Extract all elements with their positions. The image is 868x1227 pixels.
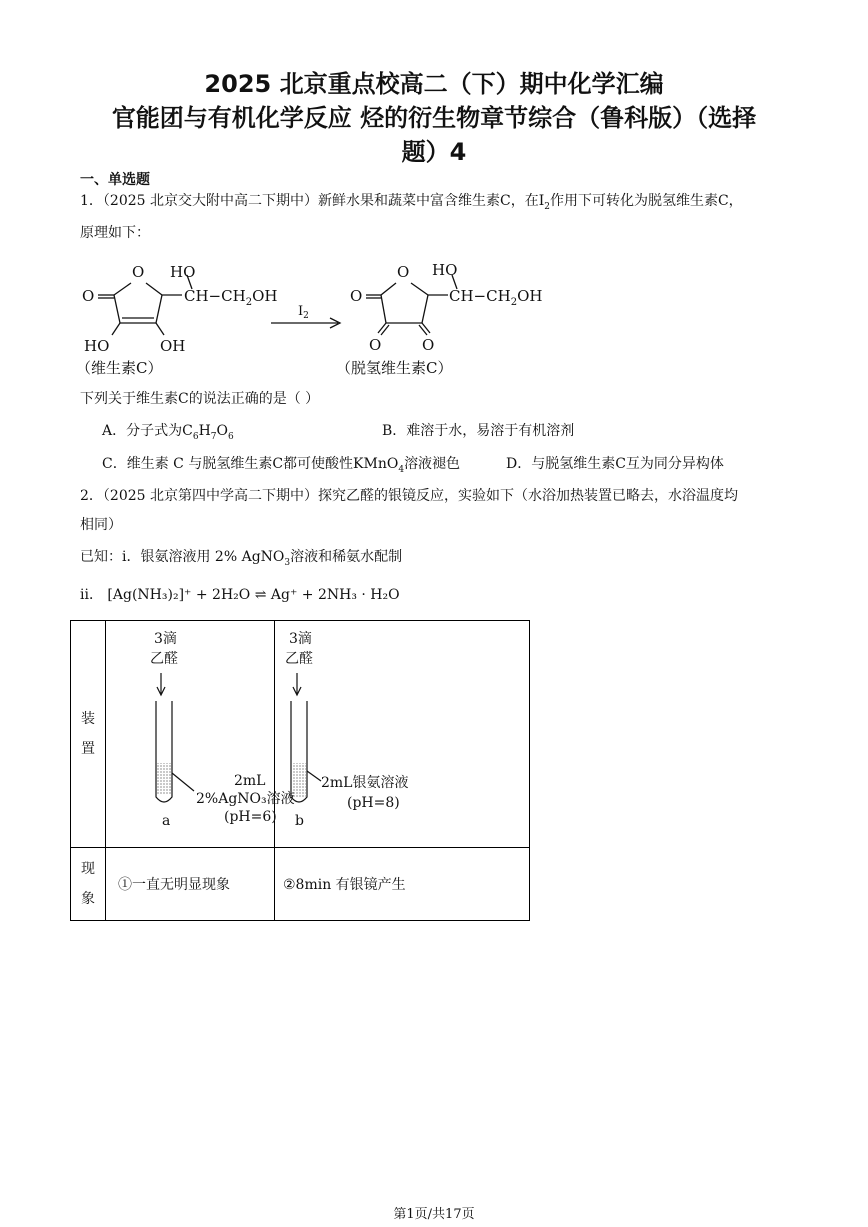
title-line-3: 题）4 xyxy=(401,138,467,166)
svg-text:2mL: 2mL xyxy=(234,773,266,789)
svg-text:2mL银氨溶液: 2mL银氨溶液 xyxy=(321,775,409,791)
o-keto-2: O xyxy=(422,336,435,354)
side-chain-left: $CH-CH_2OH$ xyxy=(184,287,278,308)
q2-stem-line2: 相同） xyxy=(80,517,122,533)
option-a[interactable]: A．分子式为$C_6H_7O_6$ xyxy=(102,423,234,442)
o-exo-left: O xyxy=(82,287,95,305)
q1-stem-a: 1．（2025 北京交大附中高二下期中）新鲜水果和蔬菜中富含维生素C，在I xyxy=(80,193,545,209)
label-dehydro-vitamin-c: （脱氢维生素C） xyxy=(336,359,453,377)
q2-stem-line1: 2．（2025 北京第四中学高二下期中）探究乙醛的银镜反应，实验如下（水浴加热装置已略去，水浴温度均 xyxy=(80,488,738,504)
ho-top-right: HO xyxy=(432,261,458,279)
q1-prompt: 下列关于维生素C的说法正确的是（ ） xyxy=(80,391,320,407)
label-vitamin-c: （维生素C） xyxy=(76,359,163,377)
svg-text:2%AgNO₃溶液: 2%AgNO₃溶液 xyxy=(196,791,295,807)
page-footer: 第1页/共17页 xyxy=(393,1207,475,1222)
svg-text:3滴: 3滴 xyxy=(154,631,177,647)
title-line-1: 2025 北京重点校高二（下）期中化学汇编 xyxy=(204,70,664,98)
experiment-table xyxy=(70,620,530,921)
observation-b: ②8min 有银镜产生 xyxy=(275,848,530,921)
o-ring-left: O xyxy=(132,263,145,281)
row-label-apparatus: 装 置 xyxy=(71,621,106,848)
svg-text:(pH=8): (pH=8) xyxy=(347,795,400,811)
known-i: 已知：i．银氨溶液用 2% AgNO$_3$溶液和稀氨水配制 xyxy=(80,549,403,568)
q1-stem-b: 作用下可转化为脱氢维生素C， xyxy=(549,193,743,209)
section-heading: 一、单选题 xyxy=(80,172,150,188)
apparatus-b xyxy=(275,621,530,848)
test-tube-a-diagram xyxy=(106,621,295,843)
option-b[interactable]: B．难溶于水，易溶于有机溶剂 xyxy=(382,423,575,439)
q1-stem xyxy=(80,191,743,217)
known-ii: ii． [Ag(NH₃)₂]⁺ + 2H₂O ⇌ Ag⁺ + 2NH₃ · H₂O xyxy=(80,587,400,603)
svg-text:a: a xyxy=(162,813,171,829)
q1-stem-line2: 原理如下： xyxy=(80,225,150,241)
q1-stem-sub: 2 xyxy=(544,201,550,212)
oh-bottom: OH xyxy=(160,337,186,355)
svg-text:b: b xyxy=(295,813,304,829)
reaction-scheme xyxy=(76,255,556,385)
reagent-i2: $I_2$ xyxy=(298,304,309,321)
o-keto-1: O xyxy=(369,336,382,354)
option-c[interactable]: C．维生素 C 与脱氢维生素C都可使酸性KMnO$_4$溶液褪色 xyxy=(102,456,461,475)
ho-top-left: HO xyxy=(170,263,196,281)
svg-text:乙醛: 乙醛 xyxy=(285,651,313,667)
svg-text:(pH=6): (pH=6) xyxy=(224,809,277,825)
svg-text:3滴: 3滴 xyxy=(289,631,312,647)
title-line-2: 官能团与有机化学反应 烃的衍生物章节综合（鲁科版）（选择 xyxy=(111,104,757,132)
observation-a: ①一直无明显现象 xyxy=(106,848,275,921)
apparatus-a xyxy=(106,621,295,848)
equilibrium-equation: [Ag(NH₃)₂]⁺ + 2H₂O ⇌ Ag⁺ + 2NH₃ · H₂O xyxy=(107,587,400,603)
ho-bottom: HO xyxy=(84,337,110,355)
option-d[interactable]: D．与脱氢维生素C互为同分异构体 xyxy=(506,456,724,472)
test-tube-b-diagram xyxy=(275,621,529,843)
row-label-phenomenon: 现 象 xyxy=(71,848,106,921)
o-exo-right: O xyxy=(350,287,363,305)
side-chain-right: $CH-CH_2OH$ xyxy=(449,287,543,308)
o-ring-right: O xyxy=(397,263,410,281)
svg-text:乙醛: 乙醛 xyxy=(150,651,178,667)
